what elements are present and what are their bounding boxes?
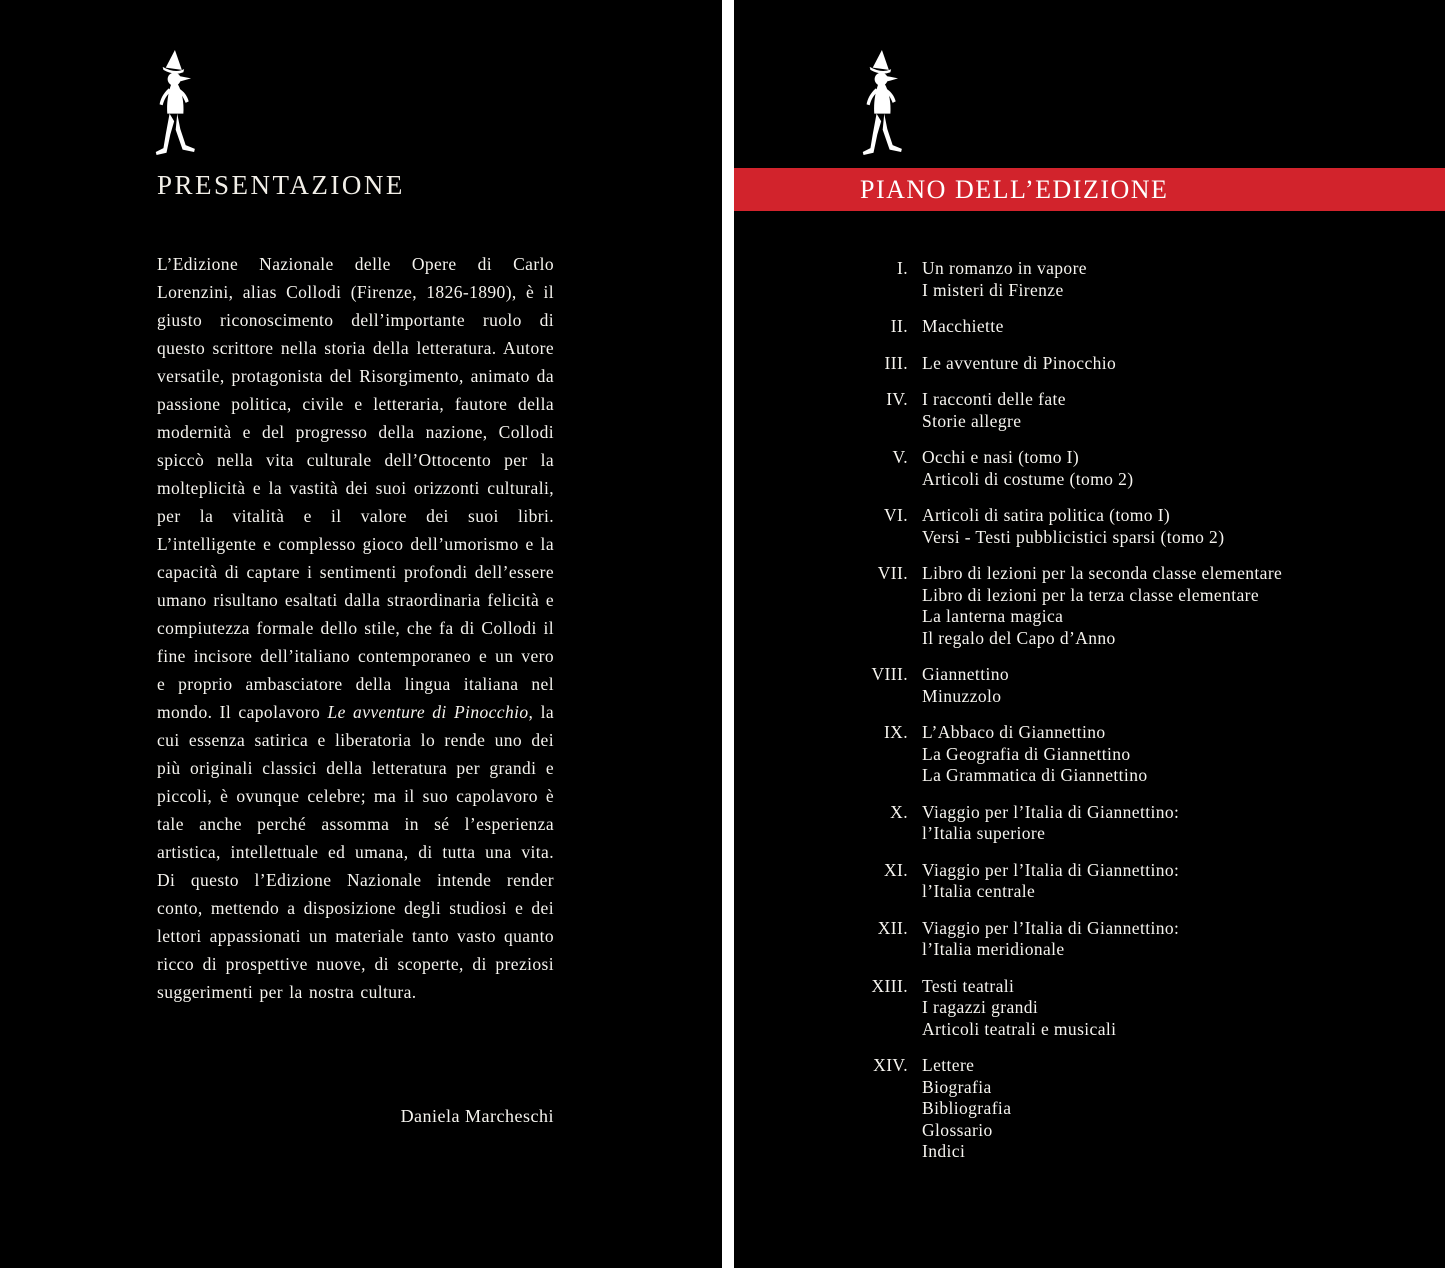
plan-item-line: Viaggio per l’Italia di Giannettino: <box>922 801 1180 822</box>
presentation-title: PRESENTAZIONE <box>157 170 405 200</box>
plan-item-line: La Grammatica di Giannettino <box>922 765 1148 785</box>
plan-item <box>734 258 1445 301</box>
edition-plan-banner <box>734 168 1445 211</box>
plan-item-numeral: III. <box>884 352 908 373</box>
plan-item-line: Le avventure di Pinocchio <box>922 352 1117 373</box>
plan-item-titles <box>922 722 1148 787</box>
plan-item-titles <box>922 860 1179 903</box>
plan-item-line: Viaggio per l’Italia di Giannettino: <box>922 859 1180 880</box>
plan-item <box>734 389 1445 432</box>
plan-item <box>734 316 1445 338</box>
presentation-body <box>157 250 554 1006</box>
plan-item-line: Giannettino <box>922 664 1010 684</box>
plan-item-line: Versi - Testi pubblicistici sparsi (tomo 2) <box>922 526 1225 547</box>
plan-item-line: I misteri di Firenze <box>922 279 1064 300</box>
pinocchio-silhouette-icon <box>862 50 908 165</box>
plan-item-line: Articoli di satira politica (tomo I) <box>922 505 1171 525</box>
plan-item-line: L’Abbaco di Giannettino <box>922 722 1106 742</box>
plan-item <box>734 860 1445 903</box>
plan-item <box>734 918 1445 961</box>
plan-item <box>734 447 1445 490</box>
plan-item-line: Testi teatrali <box>922 975 1015 996</box>
plan-item-numeral: XI. <box>883 859 908 880</box>
plan-item-line: l’Italia centrale <box>922 881 1036 901</box>
plan-item <box>734 976 1445 1041</box>
presentation-body-part1: L’Edizione Nazionale delle Opere di Carlo Lorenzini, alias Collodi (Firenze, 1826-1890), è il giusto riconoscimento dell’importante ruolo di questo scrittore nella storia della letteratura. Autore versatile, protagonista del Risorgimento, animato da passione politica, civile e letteraria, fautore della modernità e del progresso della nazione, Collodi spiccò nella vita culturale dell’Ottocento per la molteplicità e la vastità dei suoi orizzonti culturali, per la vitalità e il valore dei suoi libri. L’intelligente e complesso gioco dell’umorismo e la capacità di captare i sentimenti profondi dell’essere umano risultano esaltati dalla straordinaria felicità e compiutezza formale dello stile, che fa di Collodi il fine incisore dell’italiano contemporaneo e un vero e proprio ambasciatore della lingua italiana nel mondo. Il capolavoro <box>157 254 554 722</box>
plan-item-line: Il regalo del Capo d’Anno <box>922 627 1116 648</box>
plan-item-titles <box>922 316 1004 338</box>
plan-item-line: Occhi e nasi (tomo I) <box>922 447 1080 467</box>
plan-item-numeral: XIV. <box>873 1055 908 1075</box>
author-signature: Daniela Marcheschi <box>400 1106 554 1126</box>
plan-item <box>734 353 1445 375</box>
plan-item <box>734 802 1445 845</box>
plan-item-numeral: VIII. <box>871 664 908 684</box>
plan-item-titles <box>922 353 1116 375</box>
plan-item-numeral: XII. <box>877 917 908 938</box>
plan-item-line: Libro di lezioni per la terza classe elementare <box>922 584 1260 605</box>
plan-item <box>734 722 1445 787</box>
plan-item-line: Articoli teatrali e musicali <box>922 1018 1117 1039</box>
plan-item-line: Storie allegre <box>922 410 1022 431</box>
plan-item-titles <box>922 258 1087 301</box>
plan-item-line: Articoli di costume (tomo 2) <box>922 468 1134 489</box>
plan-item-line: Macchiette <box>922 316 1004 336</box>
plan-item-titles <box>922 918 1179 961</box>
plan-item-line: l’Italia meridionale <box>922 939 1065 959</box>
plan-item-numeral: VII. <box>877 563 908 583</box>
panel-divider <box>722 0 734 1268</box>
plan-item-line: I ragazzi grandi <box>922 997 1039 1017</box>
plan-item-numeral: VI. <box>883 505 908 525</box>
plan-item-titles <box>922 389 1066 432</box>
plan-item-line: Libro di lezioni per la seconda classe elementare <box>922 563 1283 583</box>
plan-item-line: Bibliografia <box>922 1098 1012 1118</box>
plan-item <box>734 664 1445 707</box>
pinocchio-silhouette-icon <box>155 50 201 165</box>
plan-item-numeral: IX. <box>883 722 908 742</box>
edition-plan-panel <box>734 0 1445 1268</box>
plan-item-numeral: IV. <box>886 389 908 409</box>
plan-item-titles <box>922 664 1009 707</box>
plan-item <box>734 1055 1445 1163</box>
plan-item-numeral: X. <box>890 801 908 822</box>
plan-item <box>734 563 1445 649</box>
plan-item-titles <box>922 505 1224 548</box>
presentation-body-part2: , la cui essenza satirica e liberatoria lo rende uno dei più originali classici della letteratura per grandi e piccoli, è ovunque celebre; ma il suo capolavoro è tale anche perché assomma in sé l’esperienza artistica, intellettuale ed umana, di tutta una vita. Di questo l’Edizione Nazionale intende render conto, mettendo a disposizione degli studiosi e dei lettori appassionati un materiale tanto vasto quanto ricco di prospettive nuove, di scoperte, di preziosi suggerimenti per la nostra cultura. <box>157 702 554 1002</box>
plan-item-numeral: I. <box>896 258 908 278</box>
plan-item-numeral: XIII. <box>871 975 908 996</box>
plan-item-line: Minuzzolo <box>922 685 1002 706</box>
presentation-body-italic-title: Le avventure di Pinocchio <box>327 702 529 722</box>
plan-item-line: l’Italia superiore <box>922 823 1046 843</box>
plan-item-line: Un romanzo in vapore <box>922 258 1087 278</box>
plan-item-line: La Geografia di Giannettino <box>922 743 1131 764</box>
plan-item-line: La lanterna magica <box>922 606 1064 626</box>
plan-item-titles <box>922 563 1282 649</box>
plan-item-line: Biografia <box>922 1076 992 1097</box>
presentation-panel <box>0 0 722 1268</box>
plan-item-line: Indici <box>922 1141 966 1161</box>
edition-plan-title: PIANO DELL’EDIZIONE <box>860 175 1169 204</box>
plan-item-line: Viaggio per l’Italia di Giannettino: <box>922 917 1180 938</box>
plan-item-titles <box>922 447 1133 490</box>
plan-item-titles <box>922 1055 1011 1163</box>
plan-item-line: I racconti delle fate <box>922 389 1066 409</box>
plan-item-titles <box>922 976 1116 1041</box>
plan-item-numeral: V. <box>892 447 908 467</box>
plan-item-numeral: II. <box>890 316 908 336</box>
edition-plan-list <box>734 258 1445 1178</box>
plan-item <box>734 505 1445 548</box>
plan-item-line: Lettere <box>922 1055 975 1075</box>
plan-item-titles <box>922 802 1179 845</box>
plan-item-line: Glossario <box>922 1119 993 1140</box>
